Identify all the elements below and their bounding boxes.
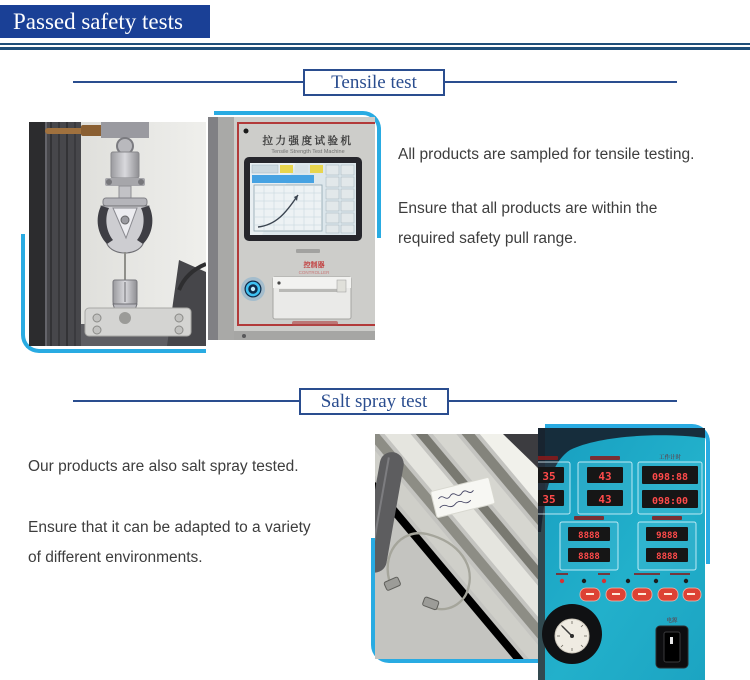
salt-chamber-photo (375, 434, 538, 659)
controller-label-en: CONTROLLER (298, 270, 330, 275)
led-timer-pv: 098:00 (651, 496, 689, 507)
power-switch-icon[interactable] (656, 626, 688, 668)
controller-label-cn: 控制器 (303, 261, 325, 269)
tensile-controller-illustration (208, 117, 375, 340)
panel-title-en: Tensile Strength Test Machine (271, 149, 345, 155)
tensile-header-box (303, 69, 445, 96)
display-group-counter-b (638, 516, 696, 570)
display-group-temp (538, 456, 570, 514)
machine-column (29, 122, 81, 346)
salt-text-line-3: of different environments. (28, 549, 203, 566)
touch-screen[interactable] (244, 157, 362, 241)
tensile-machine-photo (29, 122, 206, 346)
salt-chamber-illustration (375, 434, 538, 659)
salt-header-label: Salt spray test (320, 391, 428, 412)
led-counter-a-set: 8888 (578, 531, 600, 541)
timer-label: 工作计时 (658, 455, 682, 461)
led-humidity-set: 43 (598, 470, 612, 483)
tensile-text-block-2 (398, 194, 657, 254)
display-group-humidity (578, 456, 632, 514)
led-counter-b-set: 9888 (656, 531, 678, 541)
base-plate (85, 308, 191, 336)
tensile-header-label: Tensile test (331, 72, 417, 93)
salt-text-line-1: Our products are also salt spray tested. (28, 458, 299, 475)
tensile-text-line-3: required safety pull range. (398, 230, 578, 247)
led-temp-set: 35 (542, 470, 556, 483)
led-counter-b-pv: 8888 (656, 552, 678, 562)
display-group-counter-a (560, 516, 618, 570)
tensile-text-line-1: All products are sampled for tensile testing. (398, 146, 695, 163)
led-temp-pv: 35 (542, 493, 556, 506)
divider-line-thick (0, 47, 750, 50)
display-group-timer (638, 453, 702, 514)
power-label: 电源 (666, 618, 678, 624)
section-banner (0, 5, 210, 38)
tensile-text-line-2: Ensure that all products are within the (398, 200, 658, 217)
banner-title: Passed safety tests (13, 9, 183, 34)
screen-graph (254, 185, 322, 231)
led-timer-set: 098:88 (651, 472, 689, 483)
salt-text-line-2: Ensure that it can be adapted to a variety (28, 519, 311, 536)
divider-line-thin (0, 43, 750, 45)
salt-text-block-2 (28, 513, 311, 573)
led-humidity-pv: 43 (598, 493, 612, 506)
panel-title-cn: 拉力强度试验机 (262, 135, 354, 147)
tensile-controller-photo (208, 117, 375, 340)
salt-header-box (299, 388, 449, 415)
tensile-machine-illustration (29, 122, 206, 346)
salt-controller-photo (538, 428, 705, 680)
printer[interactable] (273, 277, 351, 319)
led-counter-a-pv: 8888 (578, 552, 600, 562)
pressure-gauge-icon (542, 604, 602, 664)
salt-controller-illustration (538, 428, 705, 680)
power-button-icon[interactable] (241, 277, 265, 301)
